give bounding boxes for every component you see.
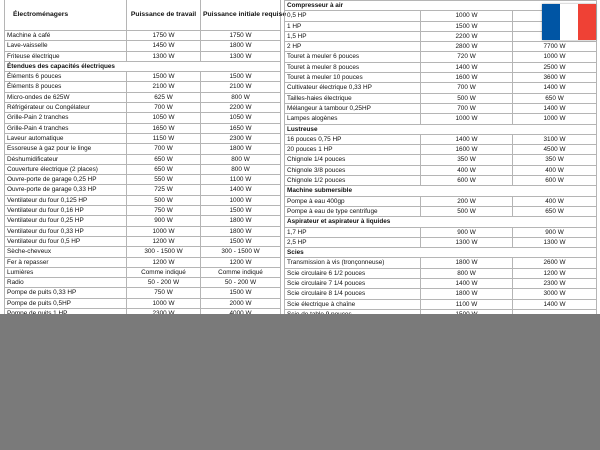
table-row (5, 267, 281, 277)
section-row (285, 124, 597, 134)
running-power: 650 W (127, 164, 201, 174)
running-power: 650 W (127, 154, 201, 164)
starting-power: 1800 W (201, 216, 281, 226)
running-power: 1400 W (421, 134, 513, 144)
table-row (5, 216, 281, 226)
item-name: Transmission à vis (tronçonneuse) (285, 258, 421, 268)
item-name: Machine à café (5, 31, 127, 41)
running-power: 1300 W (127, 51, 201, 61)
starting-power: 400 W (513, 165, 597, 175)
item-name: Pompe de puits 0,5HP (5, 298, 127, 308)
section-title: Machine submersible (285, 186, 597, 196)
item-name: Lampes alogènes (285, 114, 421, 124)
item-name: Cultivateur électrique 0,33 HP (285, 83, 421, 93)
starting-power: 1300 W (513, 237, 597, 247)
item-name: Lave-vaisselle (5, 41, 127, 51)
running-power: 2800 W (421, 42, 513, 52)
running-power: 750 W (127, 206, 201, 216)
running-power: 500 W (421, 206, 513, 216)
starting-power: 1400 W (513, 103, 597, 113)
running-power: 1800 W (421, 258, 513, 268)
running-power: 1000 W (421, 114, 513, 124)
starting-power: 650 W (513, 93, 597, 103)
starting-power: 650 W (513, 206, 597, 216)
running-power: 1400 W (421, 62, 513, 72)
section-title: Scies (285, 248, 597, 258)
running-power: 700 W (421, 103, 513, 113)
item-name: Pompe à eau de type centrifuge (285, 206, 421, 216)
starting-power: 1100 W (201, 175, 281, 185)
starting-power: 800 W (201, 92, 281, 102)
table-row (5, 298, 281, 308)
table-row (285, 42, 597, 52)
running-power: 1200 W (127, 236, 201, 246)
running-power: 1400 W (421, 279, 513, 289)
running-power: 350 W (421, 155, 513, 165)
gray-overlay (0, 314, 600, 450)
running-power: 625 W (127, 92, 201, 102)
item-name: Ventilateur du four 0,16 HP (5, 206, 127, 216)
item-name: Sèche-cheveux (5, 247, 127, 257)
item-name: Couverture électrique (2 places) (5, 164, 127, 174)
starting-power: 1000 W (513, 52, 597, 62)
running-power: 1500 W (127, 72, 201, 82)
starting-power: 1400 W (513, 83, 597, 93)
item-name: 1 HP (285, 21, 421, 31)
table-row (5, 72, 281, 82)
item-name: Scie circulaire 6 1/2 pouces (285, 268, 421, 278)
running-power: 725 W (127, 185, 201, 195)
table-row (285, 268, 597, 278)
running-power: 1000 W (421, 11, 513, 21)
item-name: Ouvre-porte de garage 0,25 HP (5, 175, 127, 185)
item-name: Essoreuse à gaz pour le linge (5, 144, 127, 154)
starting-power: 2600 W (513, 258, 597, 268)
item-name: 16 pouces 0,75 HP (285, 134, 421, 144)
starting-power: 1800 W (201, 144, 281, 154)
item-name: Tailles-haies électrique (285, 93, 421, 103)
section-title: Aspirateur et aspirateur à liquides (285, 217, 597, 227)
starting-power: 400 W (513, 196, 597, 206)
starting-power: 1800 W (201, 41, 281, 51)
running-power: 1150 W (127, 133, 201, 143)
starting-power: 2300 W (513, 279, 597, 289)
item-name: Laveur automatique (5, 133, 127, 143)
starting-power: 300 - 1500 W (201, 247, 281, 257)
section-title: Lustreuse (285, 124, 597, 134)
starting-power: 1500 W (201, 288, 281, 298)
item-name: Ventilateur du four 0,33 HP (5, 226, 127, 236)
table-row (285, 103, 597, 113)
table-row (5, 41, 281, 51)
starting-power: 1300 W (201, 51, 281, 61)
starting-power: 7700 W (513, 42, 597, 52)
table-row (285, 62, 597, 72)
item-name: Touret à meuler 8 pouces (285, 62, 421, 72)
running-power: 1600 W (421, 73, 513, 83)
starting-power: 1750 W (201, 31, 281, 41)
starting-power: 1650 W (201, 123, 281, 133)
item-name: Réfrigérateur ou Congélateur (5, 103, 127, 113)
starting-power: 1500 W (201, 236, 281, 246)
item-name: Lumières (5, 267, 127, 277)
item-name: Scie circulaire 8 1/4 pouces (285, 289, 421, 299)
table-row (5, 236, 281, 246)
running-power: 500 W (127, 195, 201, 205)
starting-power: 1200 W (513, 268, 597, 278)
table-row (5, 92, 281, 102)
item-name: 2,5 HP (285, 237, 421, 247)
table-row (5, 206, 281, 216)
starting-power: 3100 W (513, 134, 597, 144)
running-power: 1000 W (127, 298, 201, 308)
section-title: Étendues des capacités électriques (5, 61, 281, 71)
section-row (5, 61, 281, 71)
running-power: 1050 W (127, 113, 201, 123)
item-name: Pompe à eau 400gp (285, 196, 421, 206)
starting-power: 4500 W (513, 145, 597, 155)
table-row (5, 154, 281, 164)
running-power: 600 W (421, 176, 513, 186)
running-power: 700 W (127, 103, 201, 113)
section-row (285, 217, 597, 227)
item-name: Touret à meuler 6 pouces (285, 52, 421, 62)
running-power: 400 W (421, 165, 513, 175)
running-power: 800 W (421, 268, 513, 278)
running-power: 1000 W (127, 226, 201, 236)
table-row (5, 144, 281, 154)
table-row (5, 288, 281, 298)
table-row (285, 299, 597, 309)
header-running-power: Puissance de travail (127, 0, 201, 31)
starting-power: 50 - 200 W (201, 278, 281, 288)
running-power: 750 W (127, 288, 201, 298)
item-name: 1,5 HP (285, 31, 421, 41)
starting-power: 800 W (201, 154, 281, 164)
item-name: 20 pouces 1 HP (285, 145, 421, 155)
starting-power: Comme indiqué (201, 267, 281, 277)
running-power: 1750 W (127, 31, 201, 41)
table-row (285, 73, 597, 83)
starting-power: 3000 W (513, 289, 597, 299)
item-name: Micro-ondes de 625W (5, 92, 127, 102)
table-row (285, 227, 597, 237)
running-power: 1200 W (127, 257, 201, 267)
starting-power: 1500 W (201, 72, 281, 82)
starting-power: 800 W (201, 164, 281, 174)
running-power: 1800 W (421, 289, 513, 299)
starting-power: 1400 W (513, 299, 597, 309)
running-power: 1650 W (127, 123, 201, 133)
item-name: Friteuse électrique (5, 51, 127, 61)
running-power: 1600 W (421, 145, 513, 155)
table-row (285, 258, 597, 268)
starting-power: 2000 W (201, 298, 281, 308)
item-name: Radio (5, 278, 127, 288)
table-row (285, 134, 597, 144)
table-row (5, 113, 281, 123)
table-row (285, 155, 597, 165)
running-power: 200 W (421, 196, 513, 206)
running-power: 550 W (127, 175, 201, 185)
table-row (5, 82, 281, 92)
running-power: 1100 W (421, 299, 513, 309)
table-row (5, 31, 281, 41)
table-row (5, 185, 281, 195)
item-name: Éléments 6 pouces (5, 72, 127, 82)
section-row (285, 186, 597, 196)
item-name: Ventilateur du four 0,5 HP (5, 236, 127, 246)
section-row (285, 248, 597, 258)
table-row (5, 257, 281, 267)
table-row (5, 226, 281, 236)
item-name: Grille-Pain 2 tranches (5, 113, 127, 123)
table-row (285, 176, 597, 186)
item-name: Touret à meuler 10 pouces (285, 73, 421, 83)
table-row (285, 237, 597, 247)
table-row (5, 247, 281, 257)
table-row (5, 175, 281, 185)
starting-power: 2200 W (201, 103, 281, 113)
item-name: Fer à repasser (5, 257, 127, 267)
running-power: 2100 W (127, 82, 201, 92)
running-power: 500 W (421, 93, 513, 103)
starting-power: 1000 W (201, 195, 281, 205)
item-name: Chignole 3/8 pouces (285, 165, 421, 175)
running-power: 700 W (421, 83, 513, 93)
running-power: Comme indiqué (127, 267, 201, 277)
item-name: Déshumidificateur (5, 154, 127, 164)
table-row (285, 114, 597, 124)
starting-power: 1050 W (201, 113, 281, 123)
starting-power: 2500 W (513, 62, 597, 72)
running-power: 1450 W (127, 41, 201, 51)
item-name: 0,5 HP (285, 11, 421, 21)
flag-stripe-blue (542, 4, 560, 40)
item-name: 1,7 HP (285, 227, 421, 237)
table-row (5, 51, 281, 61)
item-name: Scie circulaire 7 1/4 pouces (285, 279, 421, 289)
table-row (5, 133, 281, 143)
header-starting-power: Puissance initiale requise (201, 0, 281, 31)
running-power: 300 - 1500 W (127, 247, 201, 257)
running-power: 720 W (421, 52, 513, 62)
running-power: 2200 W (421, 31, 513, 41)
appliances-table-header (5, 0, 281, 31)
french-flag-icon (542, 4, 596, 40)
item-name: 2 HP (285, 42, 421, 52)
item-name: Éléments 8 pouces (5, 82, 127, 92)
tools-table (284, 0, 597, 320)
starting-power: 600 W (513, 176, 597, 186)
item-name: Ventilateur du four 0,25 HP (5, 216, 127, 226)
table-row (285, 145, 597, 155)
starting-power: 1500 W (201, 206, 281, 216)
table-row (285, 52, 597, 62)
table-row (285, 93, 597, 103)
table-row (285, 289, 597, 299)
starting-power: 3600 W (513, 73, 597, 83)
table-row (5, 195, 281, 205)
table-row (285, 165, 597, 175)
table-row (285, 196, 597, 206)
item-name: Grille-Pain 4 tranches (5, 123, 127, 133)
item-name: Mélangeur à tambour 0,25HP (285, 103, 421, 113)
starting-power: 2100 W (201, 82, 281, 92)
running-power: 1300 W (421, 237, 513, 247)
starting-power: 1200 W (201, 257, 281, 267)
starting-power: 350 W (513, 155, 597, 165)
table-row (5, 103, 281, 113)
item-name: Scie électrique à chaîne (285, 299, 421, 309)
header-appliance: Électroménagers (5, 0, 127, 31)
table-row (5, 164, 281, 174)
table-row (285, 279, 597, 289)
running-power: 700 W (127, 144, 201, 154)
table-row (5, 123, 281, 133)
table-row (285, 83, 597, 93)
item-name: Ouvre-porte de garage 0,33 HP (5, 185, 127, 195)
item-name: Pompe de puits 0,33 HP (5, 288, 127, 298)
item-name: Chignole 1/4 pouces (285, 155, 421, 165)
flag-stripe-white (560, 4, 578, 40)
starting-power: 1400 W (201, 185, 281, 195)
starting-power: 1800 W (201, 226, 281, 236)
running-power: 900 W (421, 227, 513, 237)
table-row (5, 278, 281, 288)
running-power: 900 W (127, 216, 201, 226)
appliances-table (4, 0, 287, 319)
starting-power: 2300 W (201, 133, 281, 143)
starting-power: 900 W (513, 227, 597, 237)
starting-power: 1000 W (513, 114, 597, 124)
section-title: Compresseur à air (285, 1, 597, 11)
item-name: Ventilateur du four 0,125 HP (5, 195, 127, 205)
flag-stripe-red (578, 4, 596, 40)
running-power: 1500 W (421, 21, 513, 31)
item-name: Chignole 1/2 pouces (285, 176, 421, 186)
table-row (285, 206, 597, 216)
running-power: 50 - 200 W (127, 278, 201, 288)
